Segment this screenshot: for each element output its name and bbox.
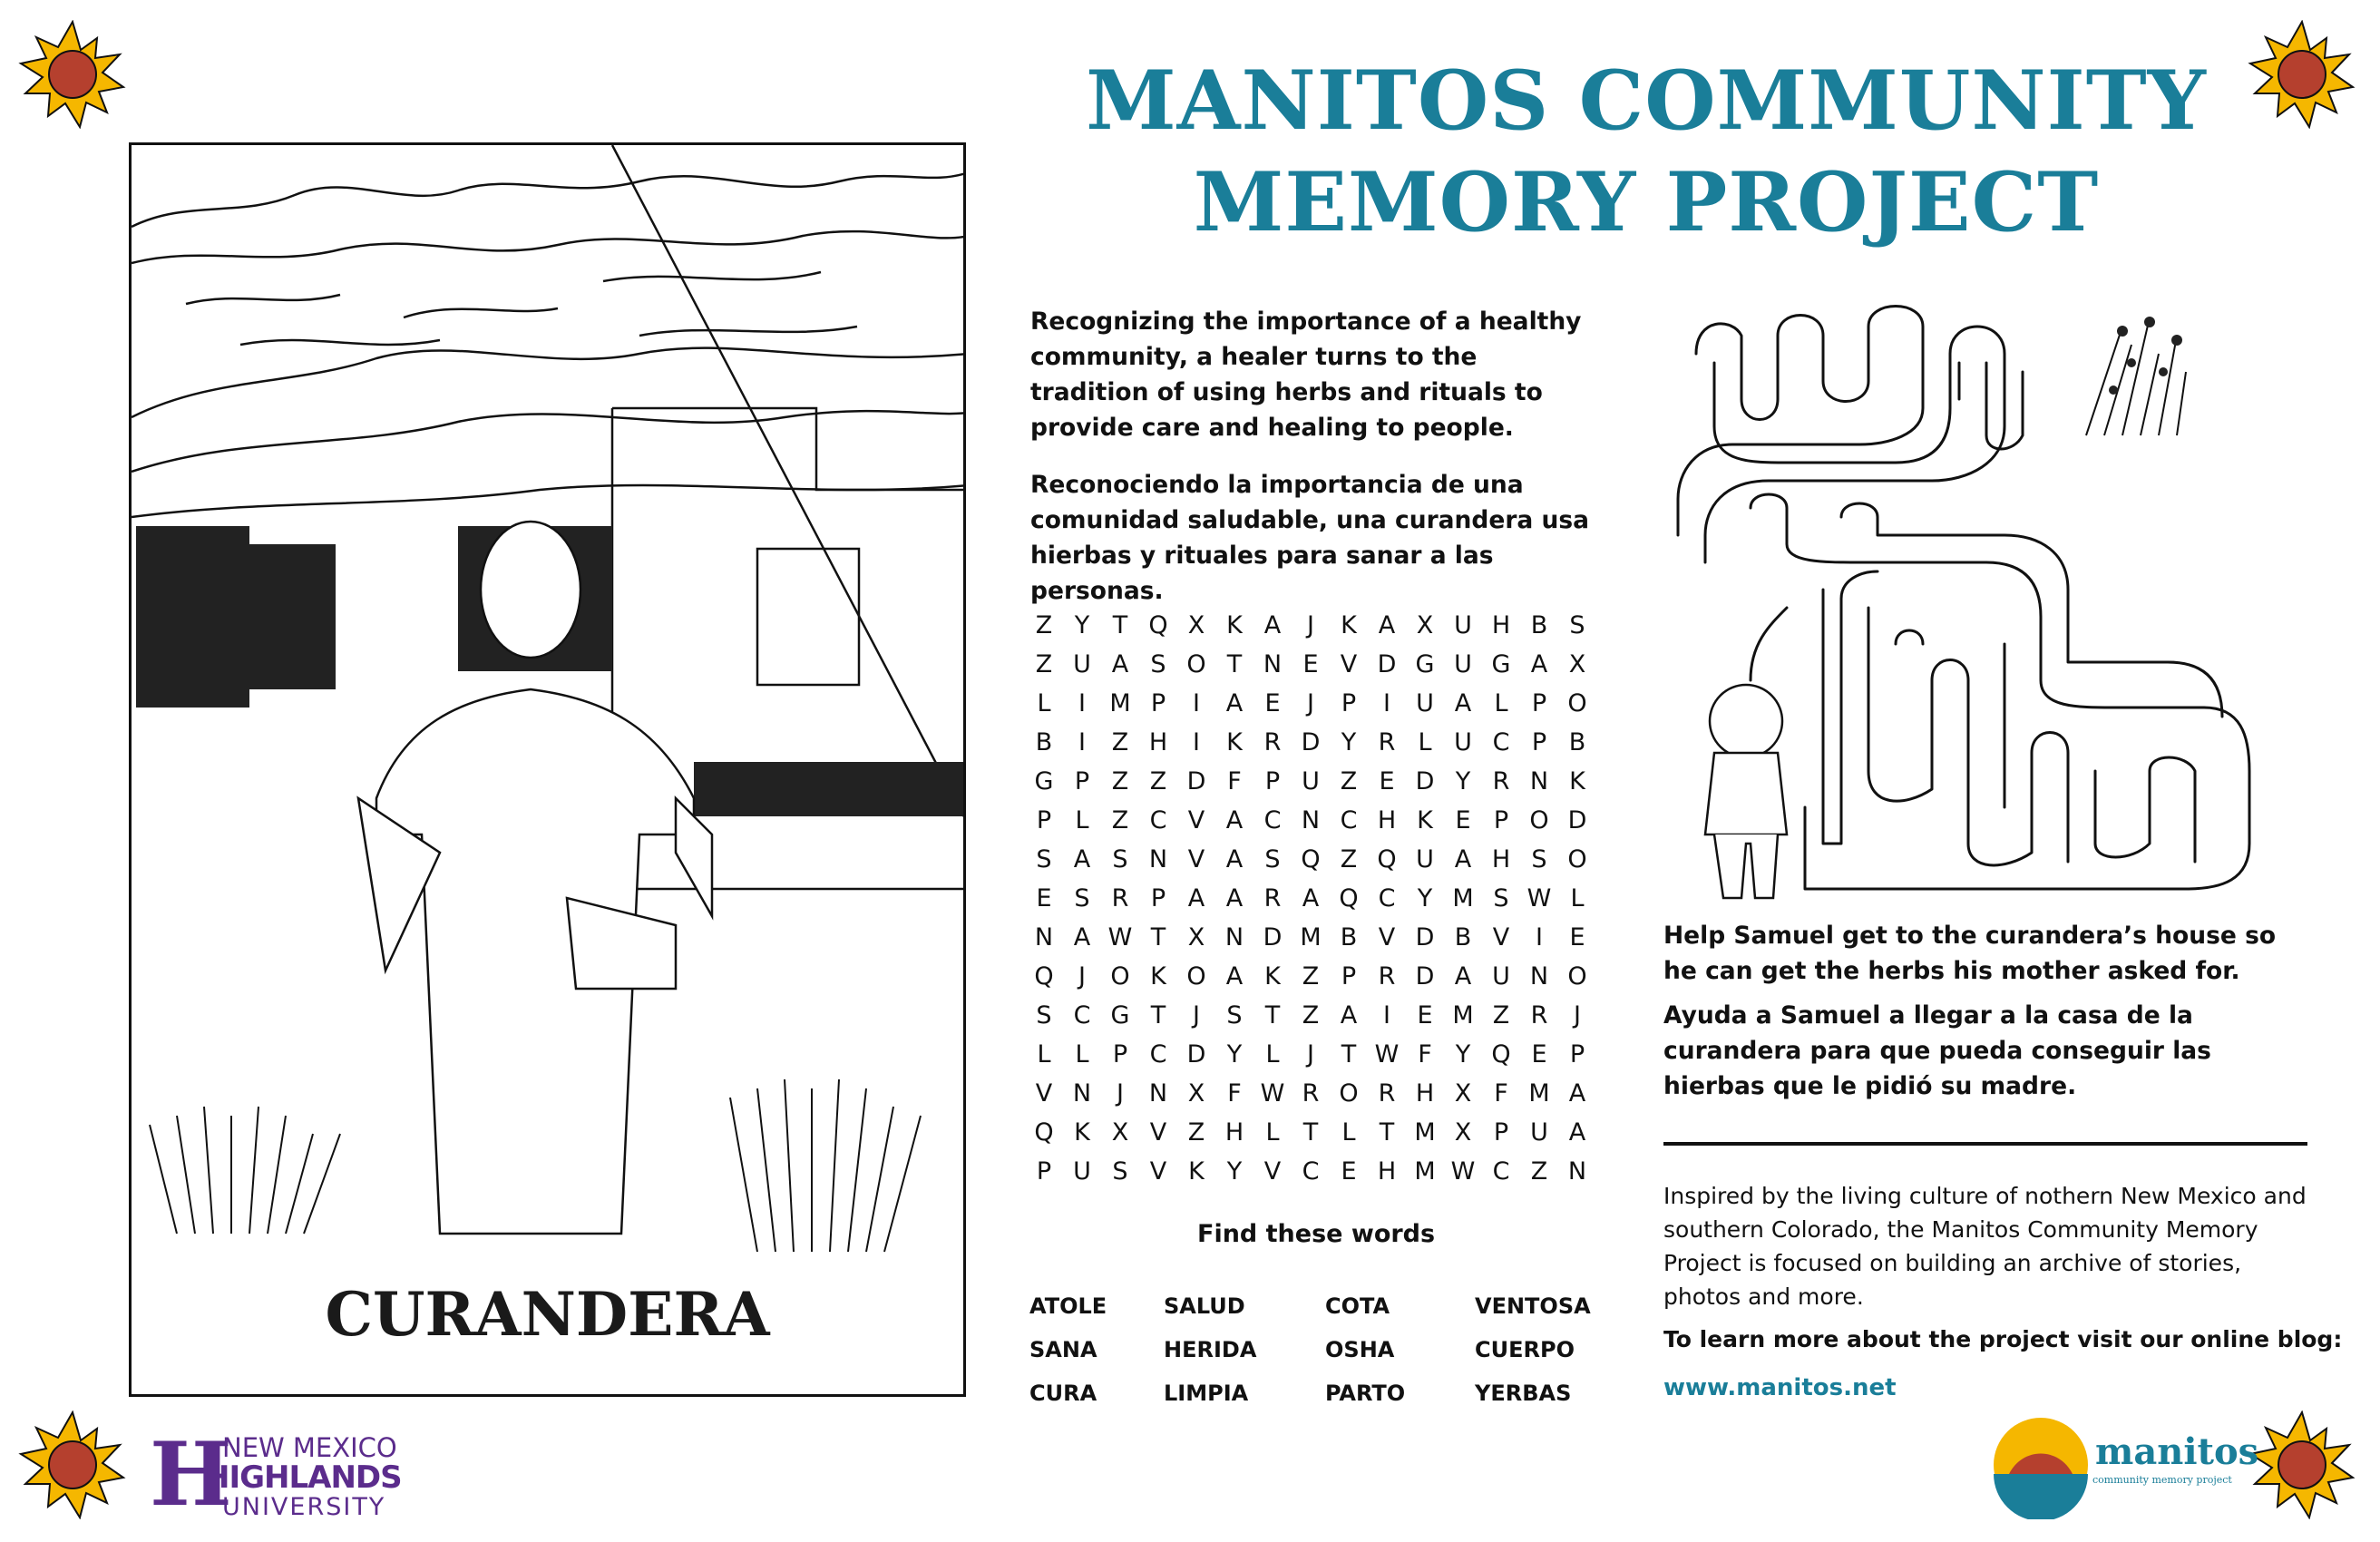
sun-icon	[18, 1410, 127, 1519]
wordsearch-letter: U	[1073, 650, 1091, 678]
wordsearch-letter: F	[1418, 1040, 1432, 1069]
nmhu-logo-line1: NEW MEXICO	[222, 1432, 397, 1463]
wordsearch-letter: T	[1302, 1118, 1319, 1147]
wordsearch-letter: Q	[1377, 845, 1397, 873]
wordsearch-letter: D	[1415, 962, 1435, 991]
curandera-illustration	[132, 145, 966, 1397]
wordsearch-letter: L	[1265, 1118, 1280, 1147]
wordsearch-letter: A	[1454, 689, 1472, 717]
wordsearch-letter: K	[1150, 962, 1166, 991]
wordsearch-letter: W	[1374, 1040, 1400, 1069]
wordsearch-letter: O	[1567, 962, 1587, 991]
wordsearch-letter: A	[1568, 1079, 1586, 1108]
wordsearch-letter: R	[1530, 1001, 1548, 1030]
wordsearch-letter: V	[1149, 1157, 1167, 1186]
wordsearch-letter: D	[1301, 728, 1321, 756]
wordsearch-letter: Z	[1340, 845, 1358, 873]
wordsearch-letter: C	[1073, 1001, 1091, 1030]
wordsearch-letter: U	[1454, 611, 1472, 639]
wordsearch-letter: R	[1111, 884, 1129, 913]
wordsearch-letter: Z	[1111, 728, 1129, 756]
wordsearch-letter: K	[1417, 806, 1433, 834]
wordsearch-letter: Q	[1339, 884, 1359, 913]
wordsearch-letter: A	[1225, 962, 1244, 991]
wordsearch-letter: A	[1378, 611, 1396, 639]
manitos-logo	[1991, 1410, 2263, 1528]
wordsearch-letter: W	[1527, 884, 1552, 913]
wordsearch-letter: H	[1491, 611, 1511, 639]
wordsearch-letter: B	[1035, 728, 1053, 756]
find-words-heading: Find these words	[1197, 1220, 1436, 1248]
wordsearch-letter: S	[1493, 884, 1509, 913]
wordsearch-letter: B	[1568, 728, 1586, 756]
wordsearch-letter: C	[1340, 806, 1358, 834]
wordsearch-letter: O	[1339, 1079, 1359, 1108]
wordsearch-letter: U	[1416, 845, 1434, 873]
wordsearch-letter: F	[1494, 1079, 1508, 1108]
wordsearch-letter: I	[1536, 923, 1543, 952]
wordsearch-letter: V	[1492, 923, 1510, 952]
wordsearch-letter: B	[1340, 923, 1358, 952]
wordsearch-letter: M	[1109, 689, 1131, 717]
wordsearch-letter: E	[1455, 806, 1471, 834]
wordsearch-letter: I	[1193, 728, 1200, 756]
title-line-2: MEMORY PROJECT	[1193, 154, 2100, 250]
wordsearch-letter: U	[1454, 650, 1472, 678]
wordsearch-letter: Y	[1341, 728, 1357, 756]
wordsearch-letter: D	[1263, 923, 1283, 952]
wordsearch-letter: H	[1415, 1079, 1435, 1108]
wordsearch-letter: N	[1224, 923, 1244, 952]
wordsearch-letter: X	[1187, 1079, 1205, 1108]
wordsearch-letter: F	[1227, 767, 1242, 795]
wordsearch-letter: S	[1531, 845, 1547, 873]
wordsearch-letter: T	[1379, 1118, 1395, 1147]
wordsearch-letter: X	[1454, 1079, 1472, 1108]
wordsearch-letter: N	[1529, 767, 1549, 795]
wordsearch-letter: V	[1263, 1157, 1282, 1186]
wordsearch-letter: R	[1263, 728, 1282, 756]
manitos-logo-sun	[1991, 1410, 2091, 1519]
wordsearch-letter: P	[1341, 962, 1357, 991]
wordsearch-letter: M	[1414, 1157, 1436, 1186]
wordsearch-letter: X	[1111, 1118, 1129, 1147]
wordsearch-letter: L	[1494, 689, 1508, 717]
wordsearch-letter: Y	[1455, 1040, 1471, 1069]
wordsearch-letter: H	[1491, 845, 1511, 873]
wordsearch-letter: T	[1112, 611, 1128, 639]
wordsearch-letter: C	[1263, 806, 1282, 834]
wordsearch-letter: P	[1493, 806, 1509, 834]
wordsearch-letter: W	[1260, 1079, 1285, 1108]
wordsearch-letter: Q	[1034, 962, 1054, 991]
wordsearch-letter: J	[1307, 1040, 1314, 1069]
wordsearch-letter: Q	[1148, 611, 1168, 639]
wordsearch-letter: V	[1378, 923, 1396, 952]
wordsearch-letter: S	[1569, 611, 1585, 639]
maze-instructions-spanish: Ayuda a Samuel a llegar a la casa de la curandera para que pueda conseguir las hierbas que le pidió su madre.	[1663, 1001, 2211, 1100]
wordsearch-letter: S	[1036, 1001, 1052, 1030]
wordsearch-letter: E	[1531, 1040, 1547, 1069]
wordsearch-letter: Q	[1301, 845, 1321, 873]
wordsearch-letter: M	[1452, 1001, 1474, 1030]
wordsearch-letter: N	[1034, 923, 1054, 952]
wordsearch-letter: N	[1529, 962, 1549, 991]
wordsearch-letter: N	[1072, 1079, 1092, 1108]
nmhu-logo-letter: H	[150, 1423, 232, 1526]
wordsearch-letter: K	[1341, 611, 1357, 639]
sun-icon	[2248, 1410, 2356, 1519]
wordsearch-letter: E	[1417, 1001, 1433, 1030]
wordsearch-letter: D	[1415, 923, 1435, 952]
wordsearch-letter: G	[1415, 650, 1435, 678]
wordsearch-letter: Z	[1530, 1157, 1548, 1186]
wordsearch-letter: D	[1567, 806, 1587, 834]
wordsearch-letter: K	[1226, 728, 1243, 756]
wordsearch-letter: O	[1110, 962, 1130, 991]
wordsearch-letter: K	[1188, 1157, 1205, 1186]
wordsearch-letter: E	[1036, 884, 1052, 913]
wordsearch-letter: W	[1450, 1157, 1476, 1186]
wordsearch-letter: N	[1148, 1079, 1168, 1108]
wordsearch-letter: L	[1570, 884, 1585, 913]
nmhu-logo	[150, 1423, 422, 1526]
word-list-item: VENTOSA	[1475, 1293, 1591, 1319]
wordsearch-letter: Z	[1111, 806, 1129, 834]
wordsearch-letter: Y	[1226, 1040, 1243, 1069]
wordsearch-letter: V	[1035, 1079, 1053, 1108]
word-list-item: SALUD	[1164, 1293, 1245, 1319]
wordsearch-letter: A	[1187, 884, 1205, 913]
wordsearch-letter: E	[1379, 767, 1395, 795]
wordsearch-letter: O	[1186, 650, 1206, 678]
wordsearch-letter: G	[1110, 1001, 1130, 1030]
wordsearch-letter: P	[1531, 728, 1547, 756]
wordsearch-letter: P	[1074, 767, 1090, 795]
wordsearch-letter: N	[1301, 806, 1321, 834]
wordsearch-letter: C	[1149, 1040, 1167, 1069]
wordsearch-letter: Z	[1035, 650, 1053, 678]
wordsearch-letter: J	[1574, 1001, 1581, 1030]
wordsearch-letter: C	[1378, 884, 1396, 913]
project-description: Inspired by the living culture of nothern New Mexico and southern Colorado, the Manitos Community Memory Project is focused on building an archive of stories, photos and more.	[1663, 1183, 2307, 1310]
wordsearch-letter: N	[1263, 650, 1283, 678]
wordsearch-letter: O	[1567, 689, 1587, 717]
wordsearch-letter: D	[1186, 1040, 1206, 1069]
wordsearch-letter: R	[1302, 1079, 1320, 1108]
wordsearch-letter: S	[1226, 1001, 1243, 1030]
wordsearch-letter: P	[1036, 806, 1052, 834]
wordsearch-letter: A	[1225, 689, 1244, 717]
word-list-item: HERIDA	[1164, 1337, 1257, 1362]
wordsearch-letter: N	[1567, 1157, 1587, 1186]
wordsearch-letter: C	[1492, 728, 1510, 756]
word-list-item: YERBAS	[1475, 1381, 1572, 1406]
wordsearch-letter: P	[1150, 884, 1166, 913]
word-list-item: LIMPIA	[1164, 1381, 1249, 1406]
wordsearch-letter: I	[1078, 689, 1086, 717]
wordsearch-letter: J	[1193, 1001, 1200, 1030]
wordsearch-letter: R	[1492, 767, 1510, 795]
wordsearch-letter: H	[1148, 728, 1168, 756]
word-list-item: SANA	[1029, 1337, 1097, 1362]
wordsearch-letter: H	[1224, 1118, 1244, 1147]
wordsearch-letter: Z	[1187, 1118, 1205, 1147]
wordsearch-letter: A	[1454, 962, 1472, 991]
wordsearch-letter: Q	[1491, 1040, 1511, 1069]
wordsearch-letter: V	[1187, 845, 1205, 873]
wordsearch-letter: X	[1568, 650, 1586, 678]
wordsearch-letter: X	[1187, 611, 1205, 639]
wordsearch-letter: Y	[1074, 611, 1090, 639]
wordsearch-letter: Q	[1034, 1118, 1054, 1147]
coloring-label: CURANDERA	[325, 1279, 770, 1350]
manitos-logo-name: manitos	[2095, 1430, 2259, 1473]
wordsearch-letter: K	[1569, 767, 1585, 795]
wordsearch-letter: Y	[1417, 884, 1433, 913]
wordsearch-letter: R	[1263, 884, 1282, 913]
wordsearch-letter: E	[1569, 923, 1585, 952]
sun-icon	[18, 20, 127, 129]
wordsearch-letter: Z	[1149, 767, 1167, 795]
word-list-item: ATOLE	[1029, 1293, 1107, 1319]
wordsearch-letter: T	[1150, 923, 1166, 952]
nmhu-logo-line2: HIGHLANDS	[204, 1459, 402, 1496]
wordsearch-letter: A	[1530, 650, 1548, 678]
wordsearch-letter: T	[1264, 1001, 1281, 1030]
wordsearch-letter: Y	[1226, 1157, 1243, 1186]
wordsearch-letter: S	[1036, 845, 1052, 873]
wordsearch-letter: P	[1112, 1040, 1128, 1069]
wordsearch-letter: P	[1150, 689, 1166, 717]
wordsearch-letter: Y	[1455, 767, 1471, 795]
wordsearch-letter: E	[1264, 689, 1281, 717]
wordsearch-grid	[1025, 606, 1596, 1191]
wordsearch-letter: V	[1187, 806, 1205, 834]
manitos-logo-tagline: community memory project	[2092, 1474, 2232, 1486]
wordsearch-letter: A	[1568, 1118, 1586, 1147]
word-list-item: CURA	[1029, 1381, 1097, 1406]
wordsearch-letter: P	[1493, 1118, 1509, 1147]
wordsearch-letter: S	[1150, 650, 1166, 678]
wordsearch-letter: Z	[1340, 767, 1358, 795]
wordsearch-letter: X	[1187, 923, 1205, 952]
wordsearch-letter: V	[1340, 650, 1358, 678]
wordsearch-letter: D	[1186, 767, 1206, 795]
wordsearch-letter: L	[1075, 806, 1089, 834]
wordsearch-letter: U	[1530, 1118, 1548, 1147]
wordsearch-letter: S	[1112, 845, 1128, 873]
wordsearch-letter: A	[1225, 884, 1244, 913]
word-list-item: CUERPO	[1475, 1337, 1575, 1362]
wordsearch-letter: S	[1074, 884, 1090, 913]
wordsearch-letter: I	[1383, 1001, 1390, 1030]
wordsearch-letter: H	[1377, 806, 1397, 834]
learn-more-text: To learn more about the project visit our online blog:	[1663, 1326, 2343, 1352]
wordsearch-letter: A	[1225, 845, 1244, 873]
nmhu-logo-line3: UNIVERSITY	[222, 1493, 386, 1521]
wordsearch-letter: C	[1492, 1157, 1510, 1186]
wordsearch-letter: M	[1528, 1079, 1550, 1108]
wordsearch-letter: O	[1567, 845, 1587, 873]
wordsearch-letter: J	[1307, 611, 1314, 639]
wordsearch-letter: O	[1529, 806, 1549, 834]
website-link[interactable]: www.manitos.net	[1663, 1374, 1897, 1401]
wordsearch-letter: C	[1149, 806, 1167, 834]
wordsearch-letter: U	[1492, 962, 1510, 991]
maze-puzzle	[1660, 299, 2295, 925]
wordsearch-letter: A	[1073, 923, 1091, 952]
wordsearch-letter: A	[1263, 611, 1282, 639]
wordsearch-letter: G	[1034, 767, 1054, 795]
wordsearch-letter: A	[1111, 650, 1129, 678]
wordsearch-letter: L	[1341, 1118, 1356, 1147]
word-list-item: OSHA	[1325, 1337, 1395, 1362]
wordsearch-letter: S	[1112, 1157, 1128, 1186]
wordsearch-letter: X	[1416, 611, 1434, 639]
intro-english: Recognizing the importance of a healthy community, a healer turns to the tradition of using herbs and rituals to provide care and healing to people.	[1030, 307, 1582, 442]
wordsearch-letter: R	[1378, 728, 1396, 756]
wordsearch-letter: S	[1264, 845, 1281, 873]
wordsearch-letter: A	[1454, 845, 1472, 873]
wordsearch-letter: G	[1491, 650, 1511, 678]
wordsearch-letter: A	[1340, 1001, 1358, 1030]
wordsearch-letter: T	[1341, 1040, 1357, 1069]
wordsearch-letter: I	[1078, 728, 1086, 756]
maze-instructions-english: Help Samuel get to the curandera’s house so he can get the herbs his mother asked for.	[1663, 922, 2277, 985]
wordsearch-letter: H	[1377, 1157, 1397, 1186]
wordsearch-letter: P	[1569, 1040, 1585, 1069]
wordsearch-letter: L	[1037, 1040, 1051, 1069]
wordsearch-letter: T	[1226, 650, 1243, 678]
wordsearch-letter: U	[1416, 689, 1434, 717]
wordsearch-letter: A	[1302, 884, 1320, 913]
wordsearch-letter: A	[1225, 806, 1244, 834]
wordsearch-letter: P	[1341, 689, 1357, 717]
wordsearch-letter: M	[1414, 1118, 1436, 1147]
wordsearch-letter: J	[1078, 962, 1086, 991]
wordsearch-letter: C	[1302, 1157, 1320, 1186]
wordsearch-letter: E	[1302, 650, 1319, 678]
wordsearch-letter: N	[1148, 845, 1168, 873]
wordsearch-letter: Z	[1035, 611, 1053, 639]
wordsearch-letter: V	[1149, 1118, 1167, 1147]
wordsearch-letter: T	[1150, 1001, 1166, 1030]
word-list-item: PARTO	[1325, 1381, 1406, 1406]
wordsearch-letter: R	[1378, 1079, 1396, 1108]
word-list-item: COTA	[1325, 1293, 1390, 1319]
wordsearch-letter: Z	[1302, 962, 1320, 991]
title-line-1: MANITOS COMMUNITY	[1086, 53, 2207, 149]
wordsearch-letter: Z	[1302, 1001, 1320, 1030]
wordsearch-letter: B	[1530, 611, 1548, 639]
wordsearch-letter: P	[1036, 1157, 1052, 1186]
wordsearch-letter: Z	[1111, 767, 1129, 795]
wordsearch-letter: M	[1300, 923, 1322, 952]
wordsearch-letter: I	[1383, 689, 1390, 717]
intro-spanish: Reconociendo la importancia de una comunidad saludable, una curandera usa hierbas y rituales para sanar a las personas.	[1030, 471, 1590, 605]
wordsearch-letter: Z	[1492, 1001, 1510, 1030]
wordsearch-letter: K	[1264, 962, 1281, 991]
wordsearch-letter: K	[1226, 611, 1243, 639]
wordsearch-letter: L	[1265, 1040, 1280, 1069]
word-list	[1029, 1288, 1611, 1411]
coloring-page-frame	[129, 142, 966, 1397]
wordsearch-letter: U	[1073, 1157, 1091, 1186]
wordsearch-letter: D	[1415, 767, 1435, 795]
wordsearch-letter: R	[1378, 962, 1396, 991]
wordsearch-letter: L	[1037, 689, 1051, 717]
wordsearch-letter: J	[1307, 689, 1314, 717]
wordsearch-letter: L	[1075, 1040, 1089, 1069]
wordsearch-letter: J	[1117, 1079, 1124, 1108]
wordsearch-letter: I	[1193, 689, 1200, 717]
wordsearch-letter: B	[1454, 923, 1472, 952]
wordsearch-letter: X	[1454, 1118, 1472, 1147]
page-title	[980, 50, 2313, 253]
wordsearch-letter: F	[1227, 1079, 1242, 1108]
wordsearch-letter: D	[1377, 650, 1397, 678]
wordsearch-letter: W	[1107, 923, 1133, 952]
wordsearch-letter: P	[1531, 689, 1547, 717]
wordsearch-letter: M	[1452, 884, 1474, 913]
wordsearch-letter: A	[1073, 845, 1091, 873]
divider	[1663, 1142, 2307, 1146]
wordsearch-letter: L	[1418, 728, 1432, 756]
wordsearch-letter: O	[1186, 962, 1206, 991]
wordsearch-letter: K	[1074, 1118, 1090, 1147]
wordsearch-letter: P	[1264, 767, 1281, 795]
wordsearch-letter: U	[1302, 767, 1320, 795]
wordsearch-letter: E	[1341, 1157, 1357, 1186]
wordsearch-letter: U	[1454, 728, 1472, 756]
